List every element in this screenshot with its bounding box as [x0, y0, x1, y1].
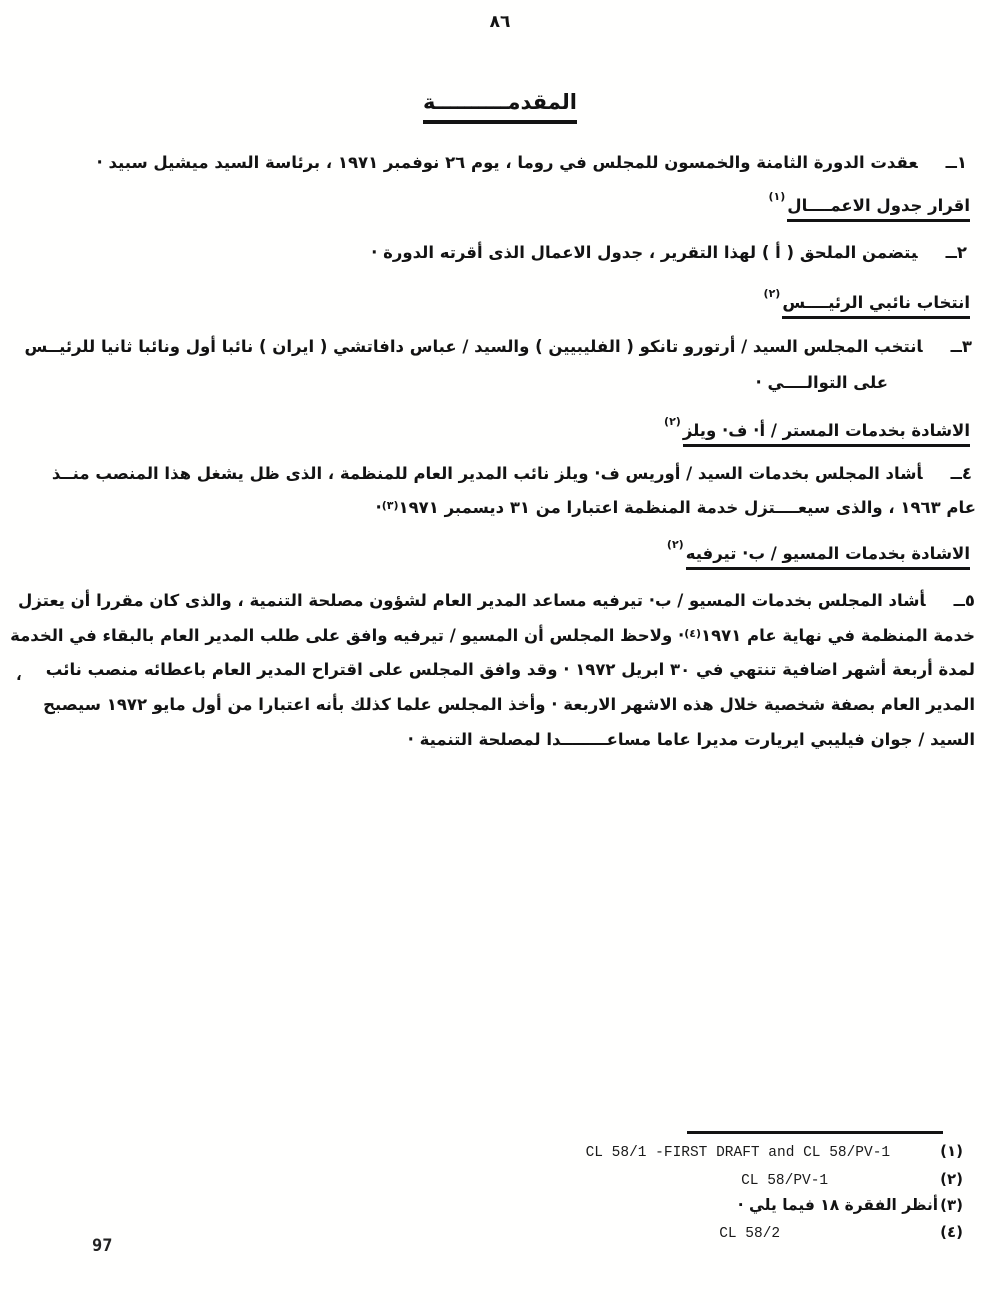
section-heading-agenda-text: اقرار جدول الاعمــــال	[787, 196, 970, 222]
section-heading-vice-chairmen-text: انتخاب نائبي الرئيــــس	[782, 293, 970, 319]
paragraph-3-number: ٣ــ	[950, 337, 972, 356]
paragraph-2-number: ٢ــ	[945, 243, 967, 262]
footnote-3	[738, 1196, 963, 1214]
section-heading-tribute-wells	[662, 415, 970, 447]
footnote-4-number: (٤)	[940, 1223, 963, 1241]
paragraph-5-text-line-4: المدير العام بصفة شخصية خلال هذه الاشهر الاربعة · وأخذ المجلس علما كذلك بأنه اعتبارا من أول مايو ١٩٧٢ سيصبح	[43, 695, 975, 714]
footnote-ref-inline-3: (٣)	[381, 499, 399, 512]
paragraph-5-line-3	[46, 660, 975, 681]
paragraph-4-number: ٤ــ	[950, 464, 972, 483]
paragraph-3-text-line-1: انتخب المجلس السيد / أرتورو تانكو ( الفليبيين ) والسيد / عباس دافاتشي ( ايران ) نائبا أول ونائبا ثانيا للرئيــس	[24, 337, 923, 356]
paragraph-3-text-line-2: على التوالــــي ·	[755, 373, 888, 392]
section-heading-tribute-terve-text: الاشادة بخدمات المسيو / ب· تيرفيه	[686, 544, 970, 570]
paragraph-2	[371, 243, 967, 264]
paragraph-4-line-2	[375, 498, 976, 519]
paragraph-1	[96, 153, 967, 174]
paragraph-5-text-line-5: السيد / جوان فيليبي ايريارت مديرا عاما مساعــــــــدا لمصلحة التنمية ·	[407, 730, 975, 749]
document-title: المقدمــــــــــة	[423, 90, 577, 124]
paragraph-5-line-5	[408, 730, 975, 751]
document-title-wrap	[0, 90, 1000, 124]
footnote-ref-2: (٢)	[763, 287, 781, 300]
footnote-ref-3: (٢)	[664, 415, 681, 428]
section-heading-tribute-terve	[665, 538, 970, 570]
section-heading-agenda	[767, 190, 971, 222]
footnote-4	[719, 1223, 963, 1242]
paragraph-5-line-4	[43, 695, 975, 716]
footnote-ref-4: (٢)	[666, 538, 684, 551]
footnote-2-text: CL 58/PV-1	[741, 1173, 829, 1189]
paragraph-5-number: ٥ــ	[953, 591, 975, 610]
footnote-2-number: (٢)	[940, 1170, 963, 1188]
paragraph-1-text: عقدت الدورة الثامنة والخمسون للمجلس في روما ، يوم ٢٦ نوفمبر ١٩٧١ ، برئاسة السيد ميشيل سبيد ·	[96, 153, 918, 172]
footnote-ref-inline-4: (٤)	[684, 627, 701, 640]
footnote-2	[741, 1170, 963, 1189]
paragraph-3-line-2	[756, 373, 889, 394]
paragraph-5-text-line-1: أشاد المجلس بخدمات المسيو / ب· تيرفيه مساعد المدير العام لشؤون مصلحة التنمية ، والذى كان مقررا أن يعتزل	[18, 591, 926, 610]
footnote-1	[586, 1142, 963, 1161]
paragraph-5-text-line-2a: خدمة المنظمة في نهاية عام ١٩٧١	[701, 626, 975, 645]
paragraph-4-text-line-2: عام ١٩٦٣ ، والذى سيعــــتزل خدمة المنظمة اعتبارا من ٣١ ديسمبر ١٩٧١	[398, 498, 976, 517]
section-heading-tribute-wells-text: الاشادة بخدمات المستر / أ· ف· ويلز	[683, 421, 970, 447]
footnote-ref-1: (١)	[768, 190, 786, 203]
paragraph-5-line-1	[18, 591, 975, 612]
paragraph-4-end-dot: ·	[375, 498, 382, 517]
paragraph-3-line-1	[24, 337, 972, 358]
paragraph-1-number: ١ــ	[945, 153, 967, 172]
footnote-1-number: (١)	[940, 1142, 963, 1160]
footnote-1-text: CL 58/1 -FIRST DRAFT and CL 58/PV-1	[585, 1145, 891, 1161]
footnote-4-text: CL 58/2	[719, 1226, 781, 1242]
footnote-separator-rule	[687, 1131, 943, 1134]
paragraph-5-text-line-2b: · ولاحظ المجلس أن المسيو / تيرفيه وافق على طلب المدير العام بالبقاء في الخدمة	[10, 626, 685, 645]
paragraph-5-text-line-3: لمدة أربعة أشهر اضافية تنتهي في ٣٠ ابريل ١٩٧٢ · وقد وافق المجلس على اقتراح المدير العام باعطائه منصب نائب	[45, 660, 975, 679]
paragraph-5-line-2	[10, 626, 975, 647]
footnote-3-number: (٣)	[940, 1196, 963, 1214]
paragraph-4-line-1	[52, 464, 972, 485]
paragraph-4-text-line-1: أشاد المجلس بخدمات السيد / أوريس ف· ويلز نائب المدير العام للمنظمة ، الذى ظل يشغل هذا المنصب منــذ	[51, 464, 923, 483]
stray-comma-mark: ،	[16, 666, 22, 684]
section-heading-vice-chairmen	[762, 287, 970, 319]
page-number-top: ٨٦	[489, 12, 511, 32]
paragraph-2-text: يتضمن الملحق ( أ ) لهذا التقرير ، جدول الاعمال الذى أقرته الدورة ·	[371, 243, 918, 262]
page-number-bottom: 97	[92, 1236, 113, 1256]
footnote-3-text: أنظر الفقرة ١٨ فيما يلي ·	[737, 1196, 939, 1214]
